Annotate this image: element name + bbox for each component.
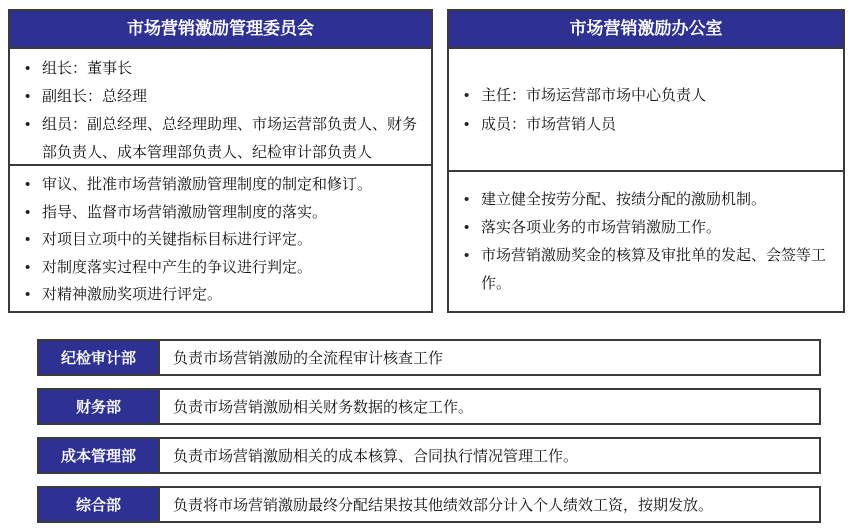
committee-duty-item: • 对精神激励奖项进行评定。 <box>18 281 421 309</box>
dept-row-finance <box>37 388 821 425</box>
dept-row-audit <box>37 339 821 376</box>
dept-name-badge: 财务部 <box>39 390 160 423</box>
dept-name-badge: 纪检审计部 <box>39 341 160 374</box>
committee-composition-item: • 组员：副总经理、总经理助理、市场运营部负责人、财务部负责人、成本管理部负责人、纪检审计部负责人 <box>18 111 421 167</box>
committee-duties-list <box>10 166 431 311</box>
office-title: 市场营销激励办公室 <box>449 11 843 49</box>
office-box <box>447 9 845 313</box>
office-duties-list <box>449 172 843 311</box>
dept-row-cost <box>37 437 821 474</box>
office-composition-item: • 主任：市场运营部市场中心负责人 <box>457 81 833 110</box>
committee-duty-item: • 对制度落实过程中产生的争议进行判定。 <box>18 254 421 282</box>
committee-composition-list <box>10 49 431 166</box>
dept-name-badge: 成本管理部 <box>39 439 160 472</box>
committee-title: 市场营销激励管理委员会 <box>10 11 431 49</box>
committee-duty-item: • 审议、批准市场营销激励管理制度的制定和修订。 <box>18 171 421 199</box>
office-composition-list <box>449 49 843 172</box>
dept-description: 负责将市场营销激励最终分配结果按其他绩效部分计入个人绩效工资，按期发放。 <box>173 497 714 514</box>
office-duty-item: • 建立健全按劳分配、按绩分配的激励机制。 <box>457 186 833 214</box>
dept-row-general <box>37 486 821 523</box>
office-composition-item: • 成员：市场营销人员 <box>457 110 833 139</box>
office-duty-item: • 市场营销激励奖金的核算及审批单的发起、会签等工作。 <box>457 242 833 298</box>
committee-composition-item: • 组长：董事长 <box>18 55 421 83</box>
committee-box <box>8 9 433 313</box>
committee-composition-item: • 副组长：总经理 <box>18 83 421 111</box>
dept-description: 负责市场营销激励的全流程审计核查工作 <box>173 350 444 367</box>
dept-description: 负责市场营销激励相关的成本核算、合同执行情况管理工作。 <box>173 448 579 465</box>
committee-duty-item: • 对项目立项中的关键指标目标进行评定。 <box>18 226 421 254</box>
dept-description: 负责市场营销激励相关财务数据的核定工作。 <box>173 399 474 416</box>
dept-name-badge: 综合部 <box>39 488 160 521</box>
committee-duty-item: • 指导、监督市场营销激励管理制度的落实。 <box>18 199 421 227</box>
office-duty-item: • 落实各项业务的市场营销激励工作。 <box>457 214 833 242</box>
